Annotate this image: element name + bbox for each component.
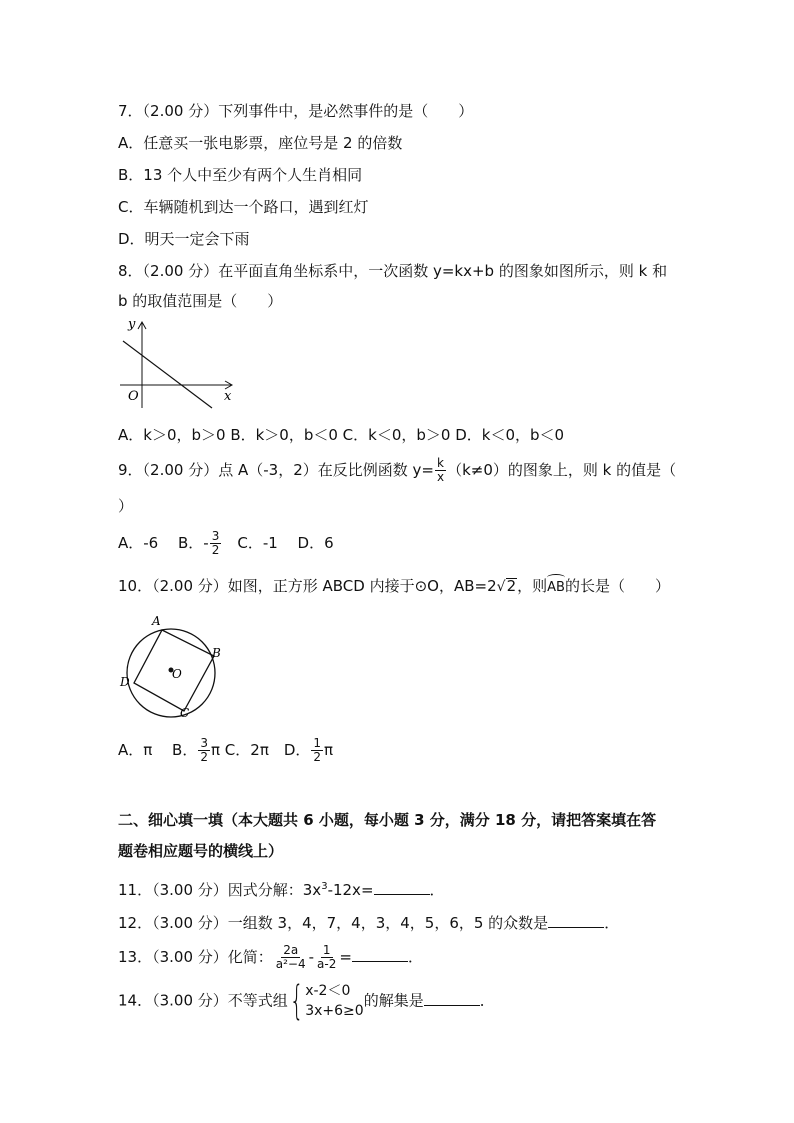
q10-stem-mid: ，则 — [517, 577, 548, 595]
q8-y-axis-label: y — [128, 317, 136, 332]
section2-title-line1: 二、细心填一填（本大题共 6 小题，每小题 3 分，满分 18 分，请把答案填在答 — [118, 811, 657, 829]
q11-post: -12x= — [327, 881, 374, 899]
q9-optb-fraction — [210, 530, 222, 557]
brace-icon: { — [289, 978, 304, 1024]
q10-square-in-circle-figure — [114, 612, 234, 722]
q7-stem: 7．（2.00 分）下列事件中，是必然事件的是（ ） — [118, 102, 474, 120]
q10-label-d: D — [120, 675, 130, 689]
q13-f2-den: a-2 — [317, 957, 337, 971]
q12-end: ． — [604, 914, 620, 932]
q10-opt-end: π — [324, 741, 334, 759]
q7-option-a: A．任意买一张电影票，座位号是 2 的倍数 — [118, 134, 403, 152]
q12-stem — [118, 913, 619, 933]
q9-fraction — [435, 457, 446, 484]
q14-inequality-system — [288, 978, 364, 1024]
q10-label-b: B — [212, 646, 221, 660]
q10-opt-c: π C．2π D． — [211, 741, 311, 759]
q9-options — [118, 530, 334, 557]
q9-opt-a: A．-6 B．- — [118, 534, 209, 552]
q8-stem-line2: b 的取值范围是（ ） — [118, 292, 283, 310]
q7-option-d: D．明天一定会下雨 — [118, 230, 250, 248]
q9-opt-rest: C．-1 D．6 — [222, 534, 334, 552]
q14-end: ． — [479, 991, 495, 1010]
q13-f1-den: a²−4 — [275, 957, 306, 971]
section2-title-line2: 题卷相应题号的横线上） — [118, 842, 284, 860]
q14-stem — [118, 978, 495, 1024]
q7-option-b: B．13 个人中至少有两个人生肖相同 — [118, 166, 363, 184]
q10-sqrt-value: 2 — [506, 577, 517, 595]
q10-optb-fraction — [198, 737, 210, 764]
q9-stem-post: （k≠0）的图象上，则 k 的值是（ — [447, 461, 677, 479]
q13-fraction-2 — [315, 944, 338, 971]
q14-row1: x-2＜0 — [305, 983, 351, 999]
q8-origin-label: O — [128, 389, 139, 404]
q7-option-c: C．车辆随机到达一个路口，遇到红灯 — [118, 198, 369, 216]
q11-stem — [118, 877, 445, 900]
q8-x-axis-label: x — [224, 389, 232, 404]
q10-optd-fraction — [311, 737, 323, 764]
q10-label-a: A — [152, 614, 161, 628]
q9-optb-den: 2 — [211, 543, 220, 557]
q10-opt-a: A．π B． — [118, 741, 198, 759]
q8-linear-function-graph — [112, 314, 242, 414]
q9-stem — [118, 457, 676, 484]
q9-frac-den: x — [436, 470, 445, 484]
q10-arc-ab: AB — [547, 578, 565, 598]
q8-stem-line1: 8．（2.00 分）在平面直角坐标系中，一次函数 y=kx+b 的图象如图所示，则 k 和 — [118, 262, 668, 280]
q14-post: 的解集是 — [363, 991, 424, 1010]
q13-end: ． — [407, 948, 423, 966]
q11-end: ． — [429, 881, 445, 899]
q12-answer-blank[interactable] — [548, 913, 604, 928]
q13-stem — [118, 944, 423, 971]
q10-stem — [118, 576, 670, 598]
q10-stem-post: 的长是（ ） — [564, 577, 670, 595]
q10-optb-num: 3 — [200, 736, 208, 750]
q13-f2-num: 1 — [322, 943, 331, 957]
q9-stem-pre: 9．（2.00 分）点 A（-3，2）在反比例函数 y= — [118, 461, 434, 479]
q10-label-o: O — [172, 667, 182, 681]
q8-options: A．k＞0，b＞0 B．k＞0，b＜0 C．k＜0，b＞0 D．k＜0，b＜0 — [118, 426, 565, 444]
q10-optd-den: 2 — [313, 750, 322, 764]
q10-optb-den: 2 — [200, 750, 208, 764]
q11-pre: 11．（3.00 分）因式分解：3x — [118, 881, 322, 899]
q14-row2: 3x+6≥0 — [305, 1003, 364, 1019]
q9-frac-num: k — [437, 456, 444, 470]
q14-pre: 14．（3.00 分）不等式组 — [118, 991, 288, 1010]
q13-f1-num: 2a — [283, 943, 299, 957]
sqrt-icon: √ — [496, 579, 506, 595]
q11-exponent: 3 — [321, 881, 328, 892]
q13-pre: 13．（3.00 分）化简： — [118, 948, 273, 966]
q9-optb-num: 3 — [211, 529, 220, 543]
q13-minus: - — [308, 948, 315, 966]
q9-stem-cont: ） — [118, 497, 134, 515]
q13-equals: = — [339, 948, 352, 966]
q11-answer-blank[interactable] — [374, 880, 430, 895]
q14-answer-blank[interactable] — [424, 991, 480, 1006]
q10-label-c: C — [180, 706, 190, 720]
q12-text: 12．（3.00 分）一组数 3，4，7，4，3，4，5，6，5 的众数是 — [118, 914, 549, 932]
q13-answer-blank[interactable] — [352, 947, 408, 962]
q10-stem-pre: 10．（2.00 分）如图，正方形 ABCD 内接于⊙O，AB=2 — [118, 577, 497, 595]
q13-fraction-1 — [274, 944, 308, 971]
q10-optd-num: 1 — [313, 736, 322, 750]
q10-options — [118, 737, 333, 764]
